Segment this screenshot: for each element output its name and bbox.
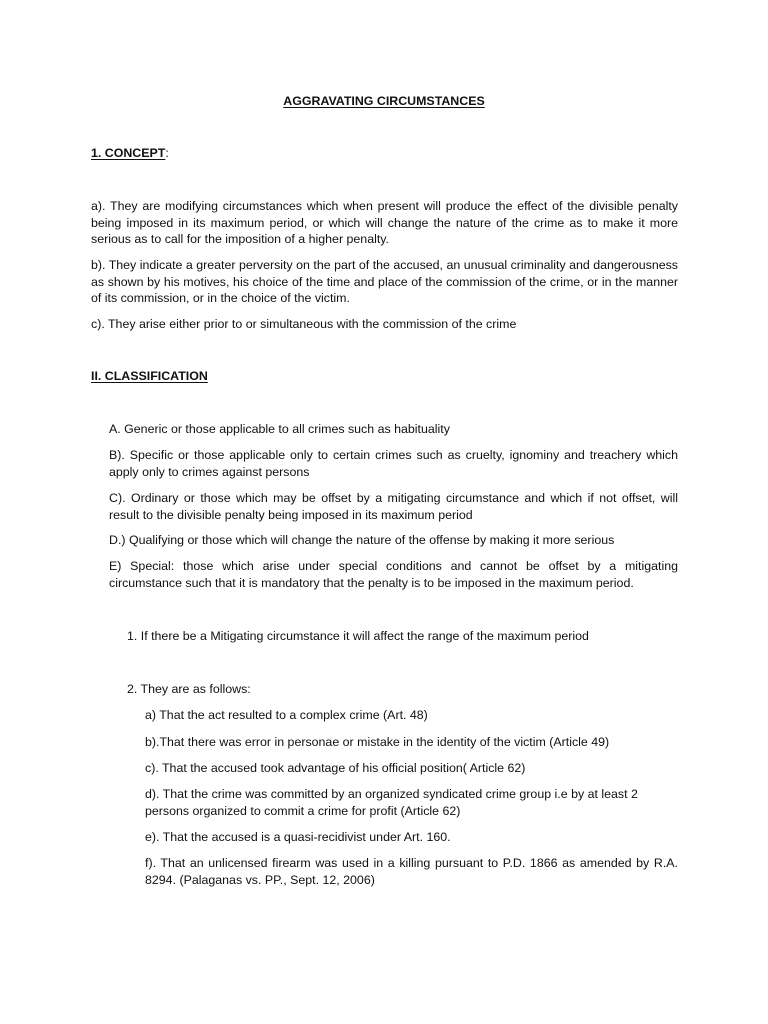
classification-heading: II. CLASSIFICATION: [91, 369, 208, 383]
subitem-a: a) That the act resulted to a complex crime (Art. 48): [145, 708, 428, 722]
concept-item-b: b). They indicate a greater perversity on the part of the accused, an unusual criminality and dangerousness as shown by his motives, his choice of the time and place of the commission of the crime, or in the manner of its commission, or in the choice of the victim.: [91, 258, 678, 305]
classification-item-c: C). Ordinary or those which may be offset by a mitigating circumstance and which if not offset, will result to the divisible penalty being imposed in its maximum period: [109, 491, 678, 522]
classification-item-b: B). Specific or those applicable only to certain crimes such as cruelty, ignominy and treachery which apply only to crimes against persons: [109, 448, 678, 479]
classification-item-a: A. Generic or those applicable to all crimes such as habituality: [109, 422, 450, 436]
subitem-f: f). That an unlicensed firearm was used in a killing pursuant to P.D. 1866 as amended by R.A. 8294. (Palaganas vs. PP., Sept. 12, 2006): [145, 856, 678, 887]
concept-item-a: a). They are modifying circumstances which when present will produce the effect of the divisible penalty being imposed in its maximum period, or which will change the nature of the crime as to make it more serious as to call for the imposition of a higher penalty.: [91, 199, 678, 246]
classification-point-2: 2. They are as follows:: [127, 682, 251, 696]
classification-item-d: D.) Qualifying or those which will change the nature of the offense by making it more serious: [109, 533, 615, 547]
subitem-b: b).That there was error in personae or mistake in the identity of the victim (Article 49): [145, 735, 610, 749]
document-title: AGGRAVATING CIRCUMSTANCES: [283, 94, 485, 108]
subitem-e: e). That the accused is a quasi-recidivist under Art. 160.: [145, 830, 451, 844]
concept-item-c: c). They arise either prior to or simultaneous with the commission of the crime: [91, 317, 517, 331]
concept-heading-colon: :: [165, 146, 169, 160]
subitem-c: c). That the accused took advantage of his official position( Article 62): [145, 761, 526, 775]
concept-heading: [91, 145, 169, 162]
classification-point-1: 1. If there be a Mitigating circumstance it will affect the range of the maximum period: [127, 629, 589, 643]
concept-heading-text: 1. CONCEPT: [91, 146, 166, 160]
classification-item-e: E) Special: those which arise under special conditions and cannot be offset by a mitigating circumstance such that it is mandatory that the penalty is to be imposed in the maximum period.: [109, 559, 678, 590]
subitem-d: d). That the crime was committed by an organized syndicated crime group i.e by at least 2 persons organized to commit a crime for profit (Article 62): [145, 787, 638, 818]
